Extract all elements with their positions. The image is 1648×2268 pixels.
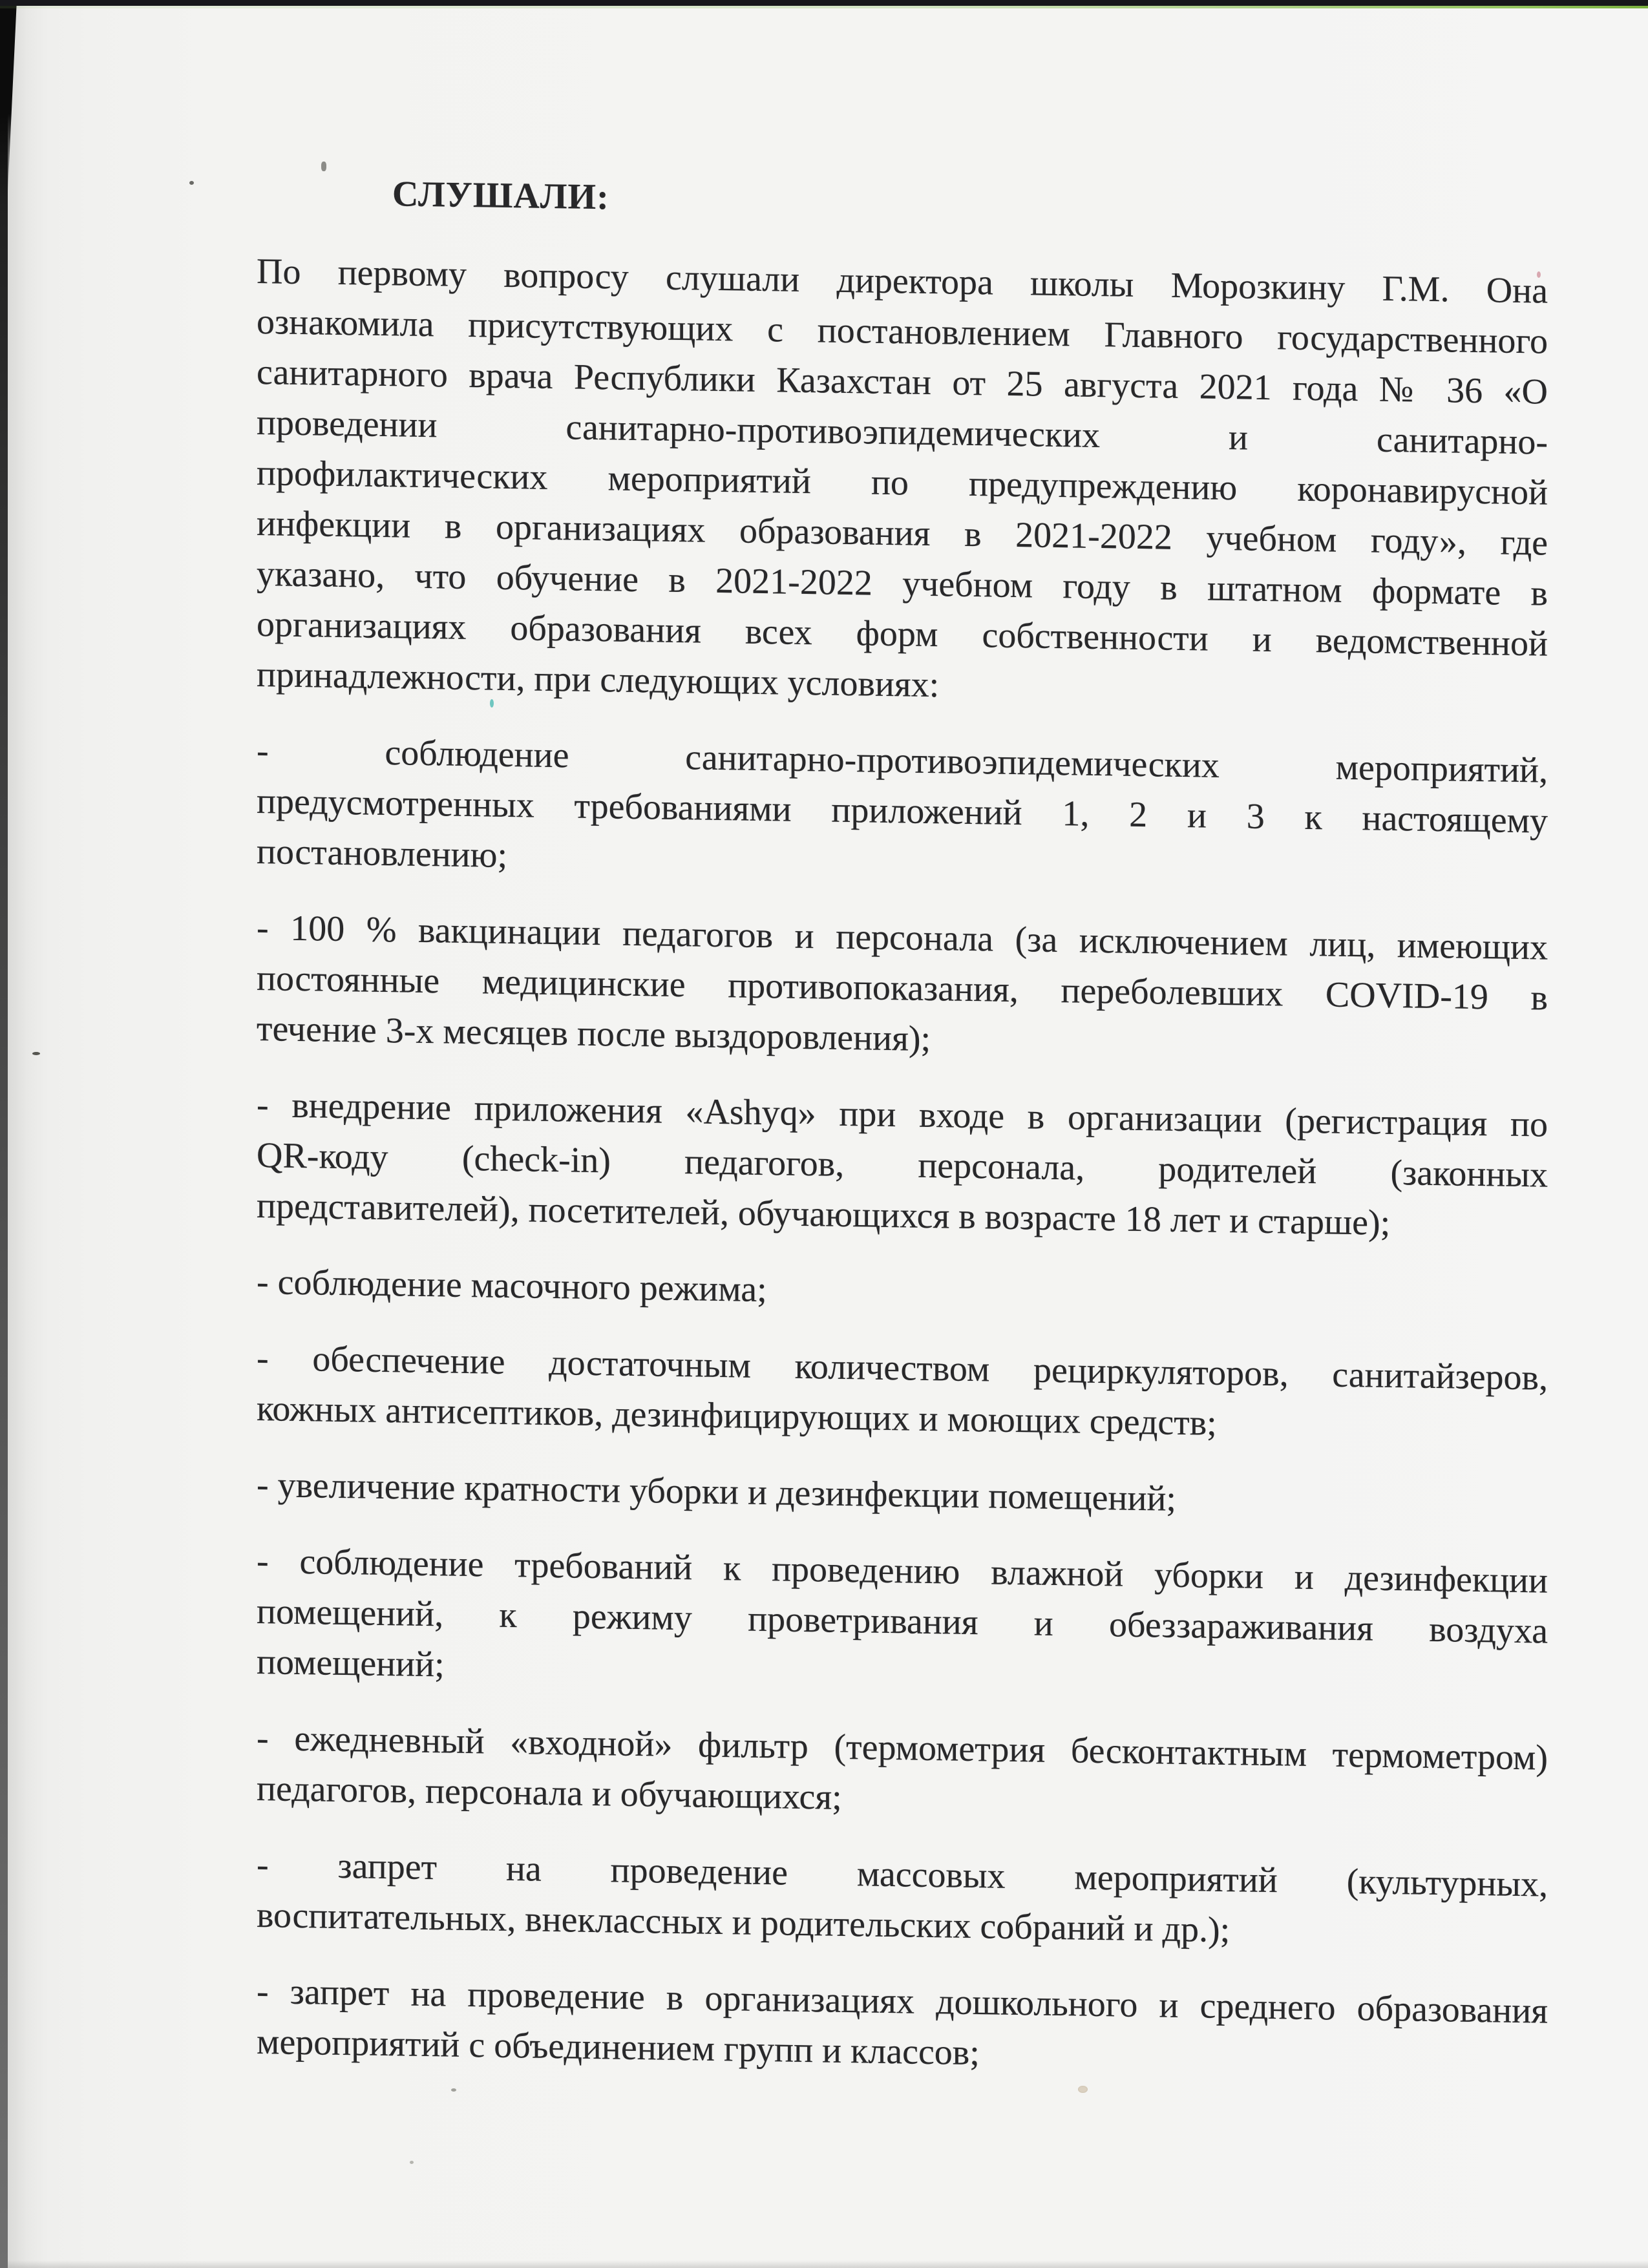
document-body [257,167,1548,2087]
paragraph [257,1840,1548,1960]
text-line: По первому вопросу слушали директора школы Морозкину Г.М. Она [257,251,1548,311]
scanner-edge-left [0,0,8,2268]
text-line: воспитательных, внеклассных и родительских собраний и др.); [257,1895,1231,1951]
scan-speck [189,181,194,185]
text-line: инфекции в организациях образования в 2021-2022 учебном году», где [257,503,1548,563]
text-line: мероприятий с объединением групп и классов; [257,2022,980,2074]
paragraph [257,1080,1548,1251]
text-line: ознакомила присутствующих с постановлением Главного государственного [257,302,1548,362]
scanner-edge-top [0,0,1648,6]
text-line: санитарного врача Республики Казахстан от 25 августа 2021 года № 36 «О [257,352,1548,412]
document-paragraphs [257,246,1548,2087]
paragraph [257,1460,1548,1530]
paragraph [257,1536,1548,1707]
scanner-edge-bottom [0,2260,1648,2268]
text-line: - запрет на проведение в организациях дошкольного и среднего образования [257,1971,1548,2032]
text-line: - запрет на проведение массовых мероприятий (культурных, [257,1845,1548,1905]
paragraph [257,1257,1548,1327]
text-line: - 100 % вакцинации педагогов и персонала (за исключением лиц, имеющих [257,908,1548,968]
page-edge-shadow [8,0,82,2268]
paragraph [257,1966,1548,2087]
text-line: постоянные медицинские противопоказания, переболевших COVID-19 в [257,958,1548,1018]
scanner-edge-green-line [0,6,1648,8]
text-line: - обеспечение достаточным количеством рециркуляторов, санитайзеров, [257,1338,1548,1398]
text-line: - ежедневный «входной» фильтр (термометрия бесконтактным термометром) [257,1718,1548,1778]
paragraph [257,726,1548,897]
scan-speck [410,2161,414,2164]
text-line: предусмотренных требованиями приложений 1, 2 и 3 к настоящему [257,781,1548,841]
scan-speck [32,1052,40,1055]
text-line: помещений, к режиму проветривания и обеззараживания воздуха [257,1591,1548,1652]
text-line: профилактических мероприятий по предупреждению коронавирусной [257,453,1548,513]
text-line: постановлению; [257,832,508,876]
text-line: педагогов, персонала и обучающихся; [257,1769,842,1818]
text-line: - внедрение приложения «Ashyq» при входе в организации (регистрация по [257,1085,1548,1145]
document-heading: СЛУШАЛИ: [392,174,609,218]
text-line: представителей), посетителей, обучающихся в возрасте 18 лет и старше); [257,1186,1391,1243]
text-line: - соблюдение масочного режима; [257,1262,767,1310]
paragraph [257,1333,1548,1454]
text-line: - соблюдение санитарно-противоэпидемических мероприятий, [257,731,1548,791]
text-line: помещений; [257,1642,445,1685]
scan-speck [1078,2086,1088,2093]
text-line: принадлежности, при следующих условиях: [257,655,940,706]
scan-speck [451,2088,456,2092]
text-line: указано, что обучение в 2021-2022 учебном году в штатном формате в [257,554,1548,614]
text-line: QR-коду (check-in) педагогов, персонала, родителей (законных [257,1135,1548,1195]
text-line: проведении санитарно-противоэпидемических и санитарно- [257,403,1548,463]
text-line: организациях образования всех форм собственности и ведомственной [257,604,1548,664]
text-line: - увеличение кратности уборки и дезинфекции помещений; [257,1465,1176,1519]
text-line: - соблюдение требований к проведению влажной уборки и дезинфекции [257,1541,1548,1601]
text-line: течение 3-х месяцев после выздоровления); [257,1009,931,1060]
paragraph [257,903,1548,1074]
text-line: кожных антисептиков, дезинфицирующих и моющих средств; [257,1389,1217,1444]
paragraph [257,246,1548,720]
paragraph [257,1713,1548,1834]
